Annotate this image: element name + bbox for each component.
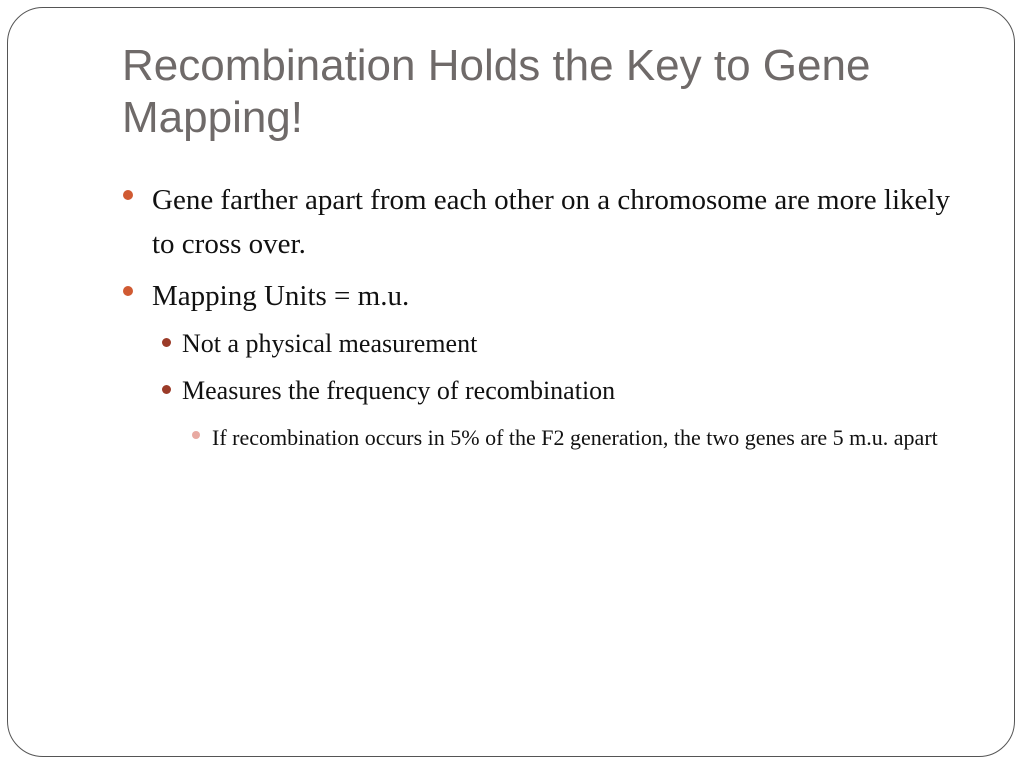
sub-sub-bullet-text: If recombination occurs in 5% of the F2 generation, the two genes are 5 m.u. apart <box>212 425 938 450</box>
bullet-dot-icon <box>123 286 133 296</box>
bullet-text: Gene farther apart from each other on a chromosome are more likely to cross over. <box>152 184 950 260</box>
bullet-dot-icon <box>162 385 171 394</box>
bullet-item <box>120 178 970 266</box>
slide-title: Recombination Holds the Key to Gene Mapping! <box>122 41 871 142</box>
bullet-dot-icon <box>162 338 171 347</box>
slide-content <box>120 178 970 455</box>
bullet-item <box>120 274 970 318</box>
sub-sub-bullet-item <box>180 420 970 455</box>
sub-bullet-item <box>150 326 970 362</box>
slide-frame <box>7 7 1015 757</box>
sub-bullet-text: Not a physical measurement <box>182 329 478 358</box>
sub-bullet-item <box>150 373 970 409</box>
bullet-text: Mapping Units = m.u. <box>152 280 410 312</box>
bullet-dot-icon <box>123 190 133 200</box>
bullet-dot-icon <box>192 431 200 439</box>
sub-bullet-text: Measures the frequency of recombination <box>182 376 616 405</box>
